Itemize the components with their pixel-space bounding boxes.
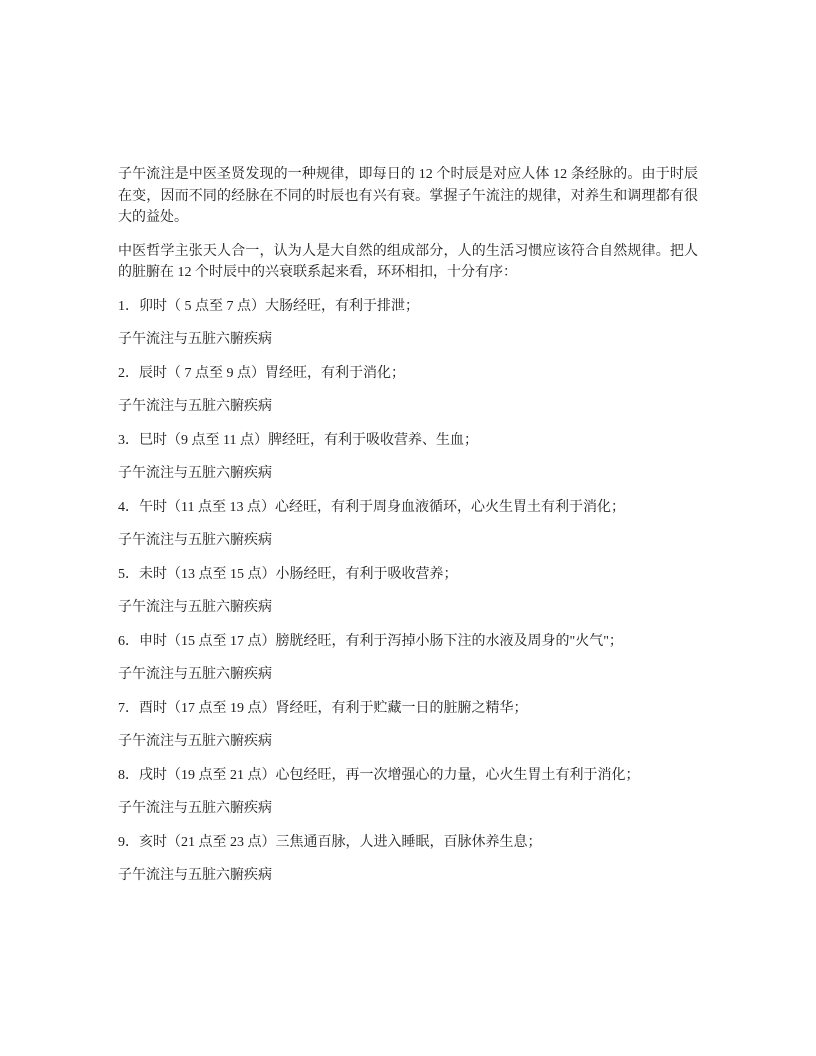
list-item-paragraph: 6．申时（15 点至 17 点）膀胱经旺，有利于泻掉小肠下注的水液及周身的"火气"； (118, 633, 623, 649)
section-caption: 子午流注与五脏六腑疾病 (118, 868, 272, 883)
list-item-paragraph: 5．未时（13 点至 15 点）小肠经旺，有利于吸收营养； (118, 566, 458, 582)
body-paragraph: 子午流注是中医圣贤发现的一种规律，即每日的 12 个时辰是对应人体 12 条经脉的。由于时辰在变，因而不同的经脉在不同的时辰也有兴有衰。掌握子午流注的规律，对养生和调理都有很大的益处。 (118, 167, 698, 225)
section-caption: 子午流注与五脏六腑疾病 (118, 667, 272, 682)
section-caption: 子午流注与五脏六腑疾病 (118, 332, 272, 347)
document-body (118, 164, 698, 899)
list-item-paragraph: 3．巳时（9 点至 11 点）脾经旺，有利于吸收营养、生血； (118, 432, 478, 448)
section-caption: 子午流注与五脏六腑疾病 (118, 801, 272, 816)
section-caption: 子午流注与五脏六腑疾病 (118, 600, 272, 615)
list-item-paragraph: 4．午时（11 点至 13 点）心经旺，有利于周身血液循环，心火生胃土有利于消化； (118, 499, 625, 515)
list-item-paragraph: 9．亥时（21 点至 23 点）三焦通百脉，人进入睡眠，百脉休养生息； (118, 834, 542, 850)
body-paragraph: 中医哲学主张天人合一，认为人是大自然的组成部分，人的生活习惯应该符合自然规律。把人的脏腑在 12 个时辰中的兴衰联系起来看，环环相扣，十分有序： (118, 243, 698, 280)
list-item-paragraph: 8．戌时（19 点至 21 点）心包经旺，再一次增强心的力量，心火生胃土有利于消化； (118, 767, 640, 783)
section-caption: 子午流注与五脏六腑疾病 (118, 533, 272, 548)
list-item-paragraph: 7．酉时（17 点至 19 点）肾经旺，有利于贮藏一日的脏腑之精华； (118, 700, 528, 716)
section-caption: 子午流注与五脏六腑疾病 (118, 734, 272, 749)
list-item-paragraph: 2．辰时（ 7 点至 9 点）胃经旺，有利于消化； (118, 365, 405, 381)
list-item-paragraph: 1．卯时（ 5 点至 7 点）大肠经旺，有利于排泄； (118, 298, 419, 314)
section-caption: 子午流注与五脏六腑疾病 (118, 466, 272, 481)
section-caption: 子午流注与五脏六腑疾病 (118, 399, 272, 414)
